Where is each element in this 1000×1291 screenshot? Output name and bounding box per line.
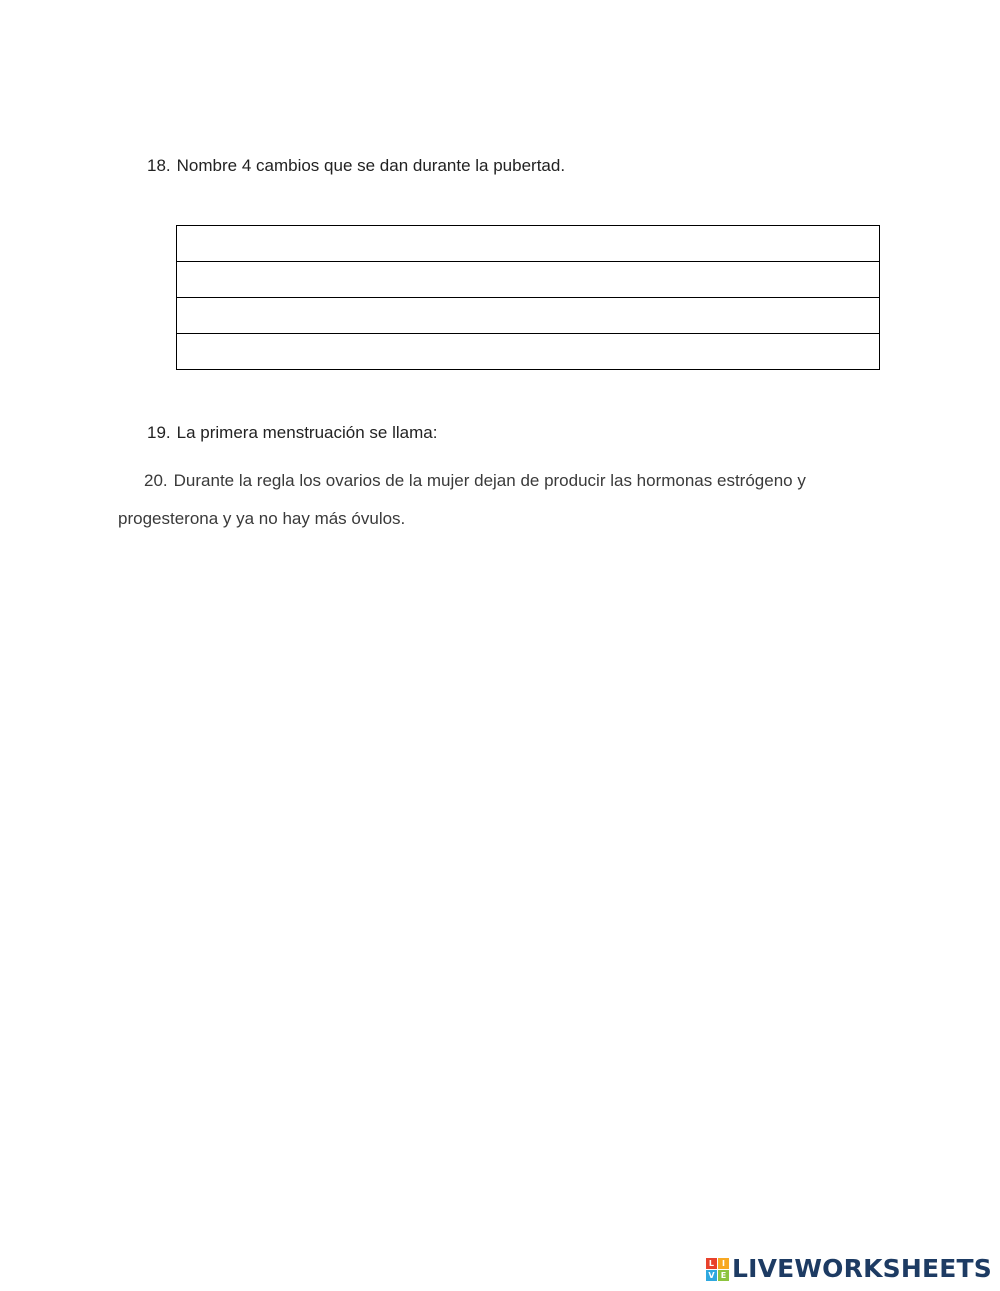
question-text: Nombre 4 cambios que se dan durante la pubertad. [176,156,566,175]
answer-row [177,298,880,334]
logo-block-e: E [718,1270,729,1281]
question-number: 19. [147,423,171,442]
logo-block-l: L [706,1258,717,1269]
question-number: 18. [147,156,171,175]
answer-row [177,334,880,370]
logo-text: LIVEWORKSHEETS [731,1254,992,1283]
logo-block-i: I [718,1258,729,1269]
question-18 [147,155,565,177]
answer-cell-3[interactable] [177,298,880,334]
logo-block-v: V [706,1270,717,1281]
question-number: 20. [144,471,168,490]
answer-row [177,262,880,298]
answer-table [176,225,880,370]
answer-row [177,226,880,262]
question-text: La primera menstruación se llama: [176,423,438,442]
question-19 [147,422,437,444]
answer-cell-2[interactable] [177,262,880,298]
liveworksheets-logo [706,1255,992,1283]
question-text-line-1: Durante la regla los ovarios de la mujer dejan de producir las hormonas estrógeno y [173,471,806,490]
question-20 [144,470,806,492]
answer-cell-1[interactable] [177,226,880,262]
question-text-line-2: progesterona y ya no hay más óvulos. [118,509,406,528]
answer-cell-4[interactable] [177,334,880,370]
logo-icon [706,1258,729,1281]
question-20-continuation [118,508,405,530]
